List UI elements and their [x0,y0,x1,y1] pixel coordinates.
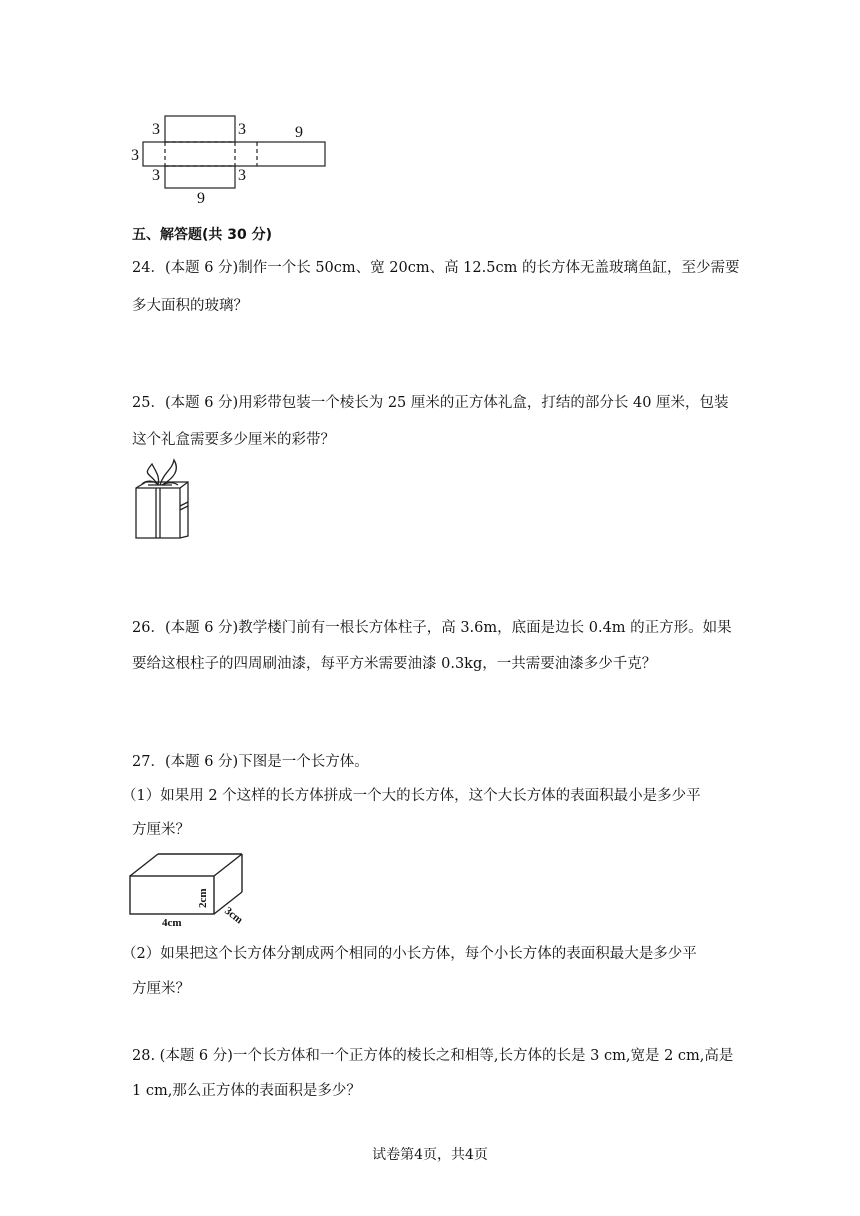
q26-line2: 要给这根柱子的四周刷油漆，每平方米需要油漆 0.3kg，一共需要油漆多少千克？ [132,656,657,672]
cuboid-height-label: 2cm [197,888,209,908]
net-label-bot-left: 3 [152,167,160,184]
cuboid-width-label: 3cm [222,904,245,927]
page-footer: 试卷第4页，共4页 [372,1147,488,1163]
cuboid-length-label: 4cm [162,917,182,929]
net-label-top-mid: 3 [238,121,246,138]
cuboid-net-figure [125,108,340,208]
net-label-bot-mid: 3 [238,167,246,184]
q24-line2: 多大面积的玻璃？ [132,298,248,314]
q25-line1: 25．(本题 6 分)用彩带包装一个棱长为 25 厘米的正方体礼盒，打结的部分长 40 厘米，包装 [132,395,729,411]
net-label-top-left: 3 [152,121,160,138]
gift-box-figure [128,458,194,542]
q28-line1: 28. (本题 6 分)一个长方体和一个正方体的棱长之和相等,长方体的长是 3 cm,宽是 2 cm,高是 [132,1048,734,1064]
q28-line2: 1 cm,那么正方体的表面积是多少？ [132,1083,361,1099]
section-title: 五、解答题(共 30 分) [132,227,273,243]
q25-line2: 这个礼盒需要多少厘米的彩带？ [132,432,335,448]
q27-sub1-line1: （1）如果用 2 个这样的长方体拼成一个大的长方体，这个大长方体的表面积最小是多少平 [122,788,701,804]
net-label-mid-left: 3 [131,147,139,164]
q27-sub2-line2: 方厘米？ [132,981,190,997]
cuboid-figure [126,850,256,930]
q27-sub2-line1: （2）如果把这个长方体分割成两个相同的小长方体，每个小长方体的表面积最大是多少平 [122,946,697,962]
q24-line1: 24．(本题 6 分)制作一个长 50cm、宽 20cm、高 12.5cm 的长方体无盖玻璃鱼缸，至少需要 [132,260,740,276]
q27-line1: 27．(本题 6 分)下图是一个长方体。 [132,754,369,770]
net-label-top-right: 9 [295,124,303,141]
net-label-bottom: 9 [197,190,205,207]
q26-line1: 26．(本题 6 分)教学楼门前有一根长方体柱子，高 3.6m，底面是边长 0.4m 的正方形。如果 [132,620,732,636]
q27-sub1-line2: 方厘米？ [132,822,190,838]
